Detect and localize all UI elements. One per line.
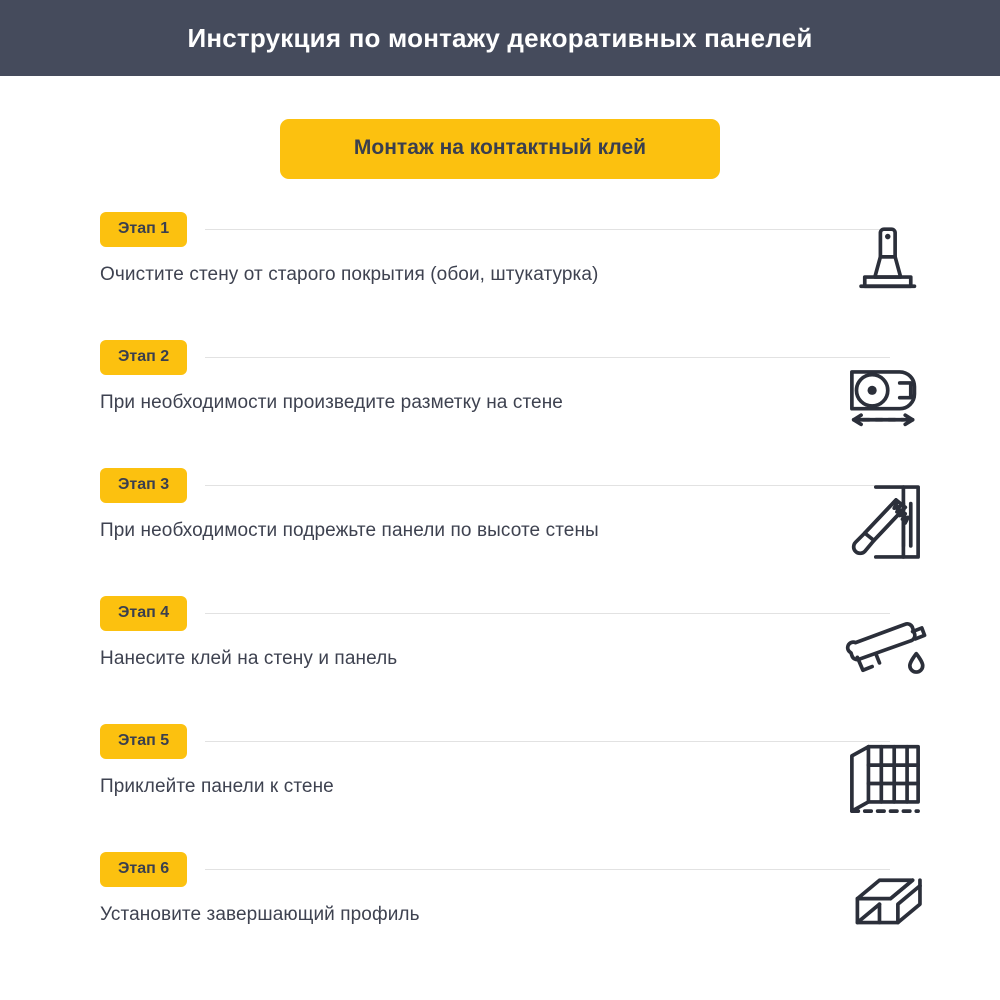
step-item [0,211,1000,339]
step-divider [205,869,890,870]
step-item [0,467,1000,595]
caulking-gun-icon [830,595,940,705]
step-badge: Этап 3 [100,468,187,503]
step-badge: Этап 1 [100,212,187,247]
step-text: При необходимости подрежьте панели по высоте стены [100,520,599,541]
step-item [0,339,1000,467]
step-divider [205,741,890,742]
hand-saw-icon [830,467,940,577]
step-header [100,595,900,631]
step-badge: Этап 6 [100,852,187,887]
putty-knife-icon [830,211,940,321]
step-divider [205,357,890,358]
step-divider [205,485,890,486]
wall-panel-icon [830,723,940,833]
step-text: Очистите стену от старого покрытия (обои, штукатурка) [100,264,599,285]
step-text: Нанесите клей на стену и панель [100,648,398,669]
subtitle-container [0,119,1000,179]
method-title-pill: Монтаж на контактный клей [280,119,720,179]
step-divider [205,613,890,614]
page-header [0,0,1000,76]
page-title: Инструкция по монтажу декоративных панелей [187,22,813,53]
step-header [100,723,900,759]
step-divider [205,229,890,230]
step-text: При необходимости произведите разметку на стене [100,392,563,413]
step-badge: Этап 4 [100,596,187,631]
step-item [0,595,1000,723]
steps-list [0,211,1000,979]
step-item [0,851,1000,979]
step-header [100,467,900,503]
step-badge: Этап 2 [100,340,187,375]
finishing-profile-icon [830,851,940,961]
step-item [0,723,1000,851]
step-header [100,211,900,247]
step-text: Приклейте панели к стене [100,776,334,797]
step-header [100,851,900,887]
step-header [100,339,900,375]
step-text: Установите завершающий профиль [100,904,420,925]
step-badge: Этап 5 [100,724,187,759]
tape-measure-icon [830,339,940,449]
